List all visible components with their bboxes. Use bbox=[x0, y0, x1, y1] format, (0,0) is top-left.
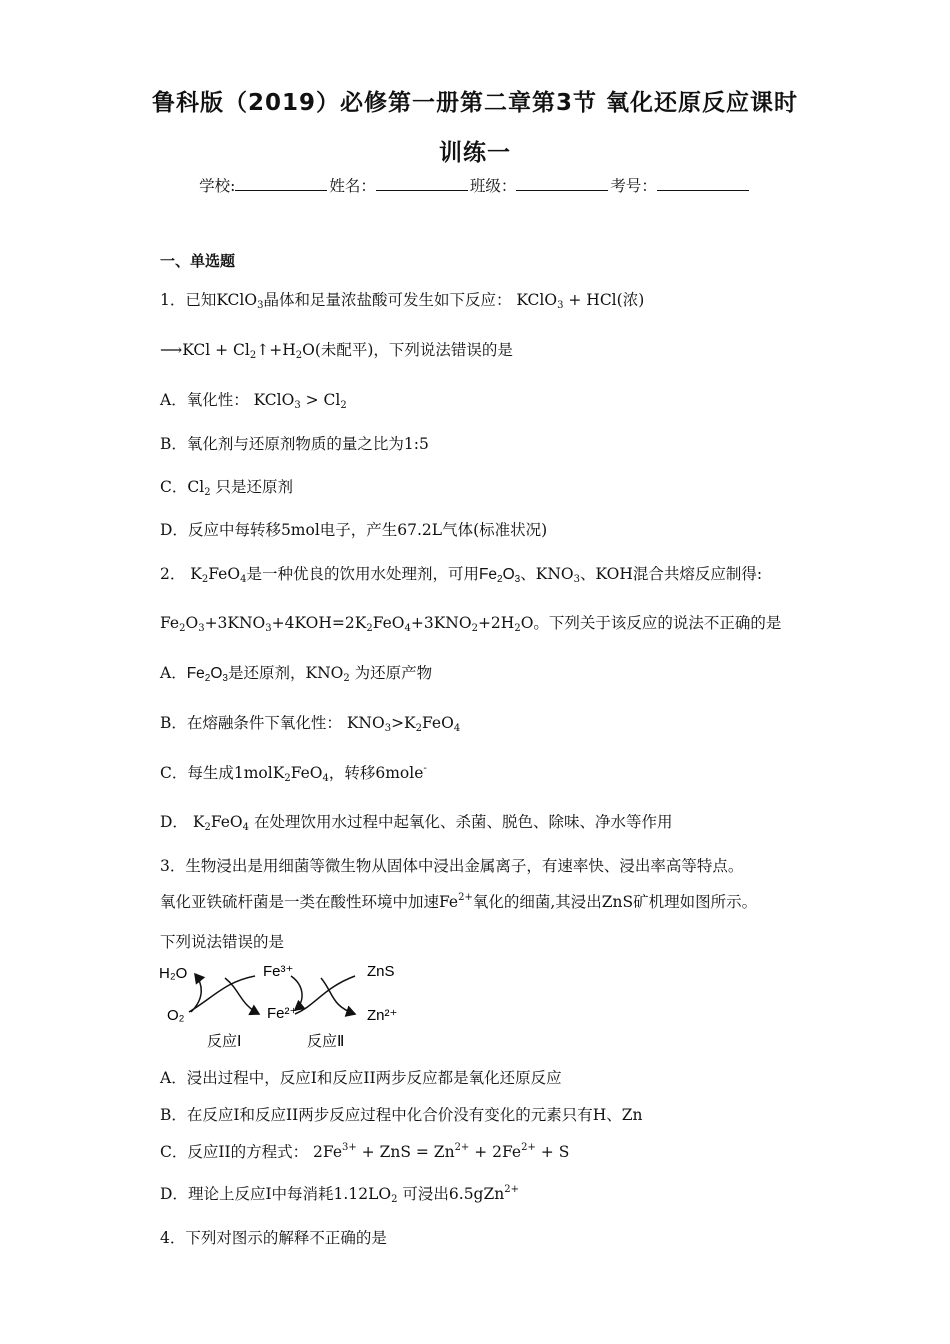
q2-d-text: 在处理饮用水过程中起氧化、杀菌、脱色、除味、净水等作用 bbox=[253, 813, 673, 831]
q3-option-b bbox=[160, 1103, 643, 1125]
name-blank bbox=[376, 174, 468, 191]
q3-c-label: C． bbox=[160, 1143, 188, 1161]
page-title-line2: 训练一 bbox=[439, 140, 511, 166]
q3-b-text: 在反应I和反应II两步反应过程中化合价没有变化的元素只有H、Zn bbox=[186, 1106, 643, 1124]
class-blank bbox=[516, 174, 608, 191]
label-h2o: H₂O bbox=[159, 965, 188, 982]
q2-stem-d: 。下列关于该反应的说法不正确的是 bbox=[533, 614, 782, 632]
q3-stem-line3: 下列说法错误的是 bbox=[160, 933, 285, 951]
q2-c-text1: 每生成1mol bbox=[187, 764, 273, 782]
id-blank bbox=[657, 174, 749, 191]
q3-stem-line2: 氧化亚铁硫杆菌是一类在酸性环境中加速$Fe^{2+}$氧化的细菌,其浸出ZnS矿机理如图所示。 bbox=[160, 892, 758, 911]
q1-b-text: 氧化剂与还原剂物质的量之比为1:5 bbox=[186, 435, 429, 453]
q1-a-text: 氧化性： bbox=[186, 391, 249, 409]
q2-number: 2． bbox=[160, 565, 186, 583]
q1-d-text: 反应中每转移5mol电子，产生67.2L气体(标准状况) bbox=[187, 521, 548, 539]
label-reaction-1: 反应Ⅰ bbox=[207, 1034, 242, 1050]
q1-stem-a: 已知 bbox=[185, 291, 217, 309]
q2-stem-b: 、 bbox=[520, 565, 536, 583]
page-title: 鲁科版（2019）必修第一册第二章第3节 氧化还原反应课时 bbox=[151, 90, 799, 116]
label-zn2: Zn²⁺ bbox=[367, 1007, 398, 1024]
q3-stem-line1 bbox=[160, 854, 743, 876]
q2-d-label: D． bbox=[160, 813, 188, 831]
q3-stem-1: 生物浸出是用细菌等微生物从固体中浸出金属离子，有速率快、浸出率高等特点。 bbox=[185, 857, 744, 875]
q3-c-text: 反应II的方程式： bbox=[187, 1143, 309, 1161]
q3-option-a bbox=[160, 1066, 562, 1088]
label-reaction-2: 反应Ⅱ bbox=[307, 1034, 345, 1050]
q2-option-c: C．每生成1molK$_2$FeO$_4$，转移6mole- bbox=[160, 763, 427, 784]
q2-a-text1: 是还原剂， bbox=[227, 664, 306, 682]
label-o2: O₂ bbox=[167, 1007, 185, 1024]
q1-stem-d: (未配平)，下列说法错误的是 bbox=[314, 341, 513, 359]
section-title: 一、单选题 bbox=[160, 252, 236, 270]
q2-c-label: C． bbox=[160, 764, 188, 782]
q2-b-text: 在熔融条件下氧化性： bbox=[186, 714, 342, 732]
arrow-to-fe2 bbox=[225, 978, 259, 1014]
q2-option-a: A．$Fe_2O_3$是还原剂，$KNO_2$ 为还原产物 bbox=[160, 664, 433, 684]
id-label: 考号： bbox=[610, 177, 657, 195]
name-label: 姓名： bbox=[329, 177, 376, 195]
q4-number: 4． bbox=[160, 1229, 186, 1247]
q2-a-text2: 为还原产物 bbox=[354, 664, 433, 682]
q3-a-text: 浸出过程中，反应I和反应II两步反应都是氧化还原反应 bbox=[186, 1069, 562, 1087]
q1-option-b bbox=[160, 432, 429, 454]
q1-option-a: A．氧化性： KClO$_3$ > $Cl_2$ bbox=[160, 391, 347, 411]
q3-a-label: A． bbox=[160, 1069, 187, 1087]
q3-option-d: D．理论上反应I中每消耗$1.12LO_2$ 可浸出6.5gZn$^{2+}$ bbox=[160, 1184, 519, 1205]
q3-number: 3． bbox=[160, 857, 186, 875]
curve-fe-to-zns bbox=[295, 976, 355, 1014]
q4-text: 下列对图示的解释不正确的是 bbox=[185, 1229, 387, 1247]
q1-d-label: D． bbox=[160, 521, 188, 539]
q1-option-d bbox=[160, 518, 547, 540]
q1-stem-b: 晶体和足量浓盐酸可发生如下反应： bbox=[263, 291, 512, 309]
q1-stem: 1．已知KClO$_3$晶体和足量浓盐酸可发生如下反应： KClO$_3$ + HCl(浓) bbox=[160, 291, 645, 311]
q3-d-label: D． bbox=[160, 1185, 188, 1203]
label-zns: ZnS bbox=[367, 963, 395, 980]
q2-option-b: B．在熔融条件下氧化性： $KNO_3>K_2FeO_4$ bbox=[160, 714, 461, 734]
school-blank bbox=[235, 174, 327, 191]
q3-b-label: B． bbox=[160, 1106, 187, 1124]
q2-a-label: A． bbox=[160, 664, 187, 682]
reaction-mechanism-diagram bbox=[155, 958, 415, 1050]
q1-a-label: A． bbox=[160, 391, 187, 409]
q2-stem-a: 是一种优良的饮用水处理剂，可用 bbox=[246, 565, 479, 583]
q3-option-c: C．反应II的方程式： $2Fe^{3+}$ + ZnS = $Zn^{2+} + 2Fe^{2+} + S$ bbox=[160, 1142, 570, 1161]
q1-option-c: C．$Cl_2$ 只是还原剂 bbox=[160, 478, 294, 498]
q1-stem-c: (浓) bbox=[616, 291, 645, 309]
q2-c-text2: ，转移6mole bbox=[328, 764, 424, 782]
q1-equation: ⟶KCl + $Cl_2↑+H_2O$(未配平)，下列说法错误的是 bbox=[160, 341, 513, 361]
q3-stem-2b: 氧化的细菌,其浸出ZnS矿机理如图所示。 bbox=[472, 893, 758, 911]
q2-stem: 2． $K_2FeO_4$是一种优良的饮用水处理剂，可用$Fe_2O_3$、$KNO_3$、KOH混合共熔反应制得: bbox=[160, 565, 763, 585]
q3-d-text2: 可浸出6.5g bbox=[402, 1185, 484, 1203]
q2-b-label: B． bbox=[160, 714, 187, 732]
label-fe3: Fe³⁺ bbox=[263, 963, 294, 980]
q2-stem-c: 、KOH混合共熔反应制得: bbox=[579, 565, 763, 583]
school-label: 学校: bbox=[199, 177, 236, 195]
q3-d-text1: 理论上反应I中每消耗1.12L bbox=[187, 1185, 379, 1203]
student-info-line bbox=[0, 174, 950, 196]
class-label: 班级： bbox=[469, 177, 517, 195]
q1-c-label: C． bbox=[160, 478, 188, 496]
q2-equation: $Fe_2O_3+3KNO_3+4KOH=2K_2FeO_4+3KNO_2+2H_2O$。下列关于该反应的说法不正确的是 bbox=[160, 614, 782, 634]
arrow-to-h2o bbox=[191, 974, 201, 1012]
q1-number: 1． bbox=[160, 291, 186, 309]
q4-stem bbox=[160, 1226, 387, 1248]
q1-c-text: 只是还原剂 bbox=[215, 478, 294, 496]
q1-b-label: B． bbox=[160, 435, 187, 453]
label-fe2: Fe²⁺ bbox=[267, 1005, 298, 1022]
q3-stem-2a: 氧化亚铁硫杆菌是一类在酸性环境中加速 bbox=[160, 893, 440, 911]
q2-option-d: D． $K_2FeO_4$ 在处理饮用水过程中起氧化、杀菌、脱色、除味、净水等作用 bbox=[160, 813, 673, 833]
